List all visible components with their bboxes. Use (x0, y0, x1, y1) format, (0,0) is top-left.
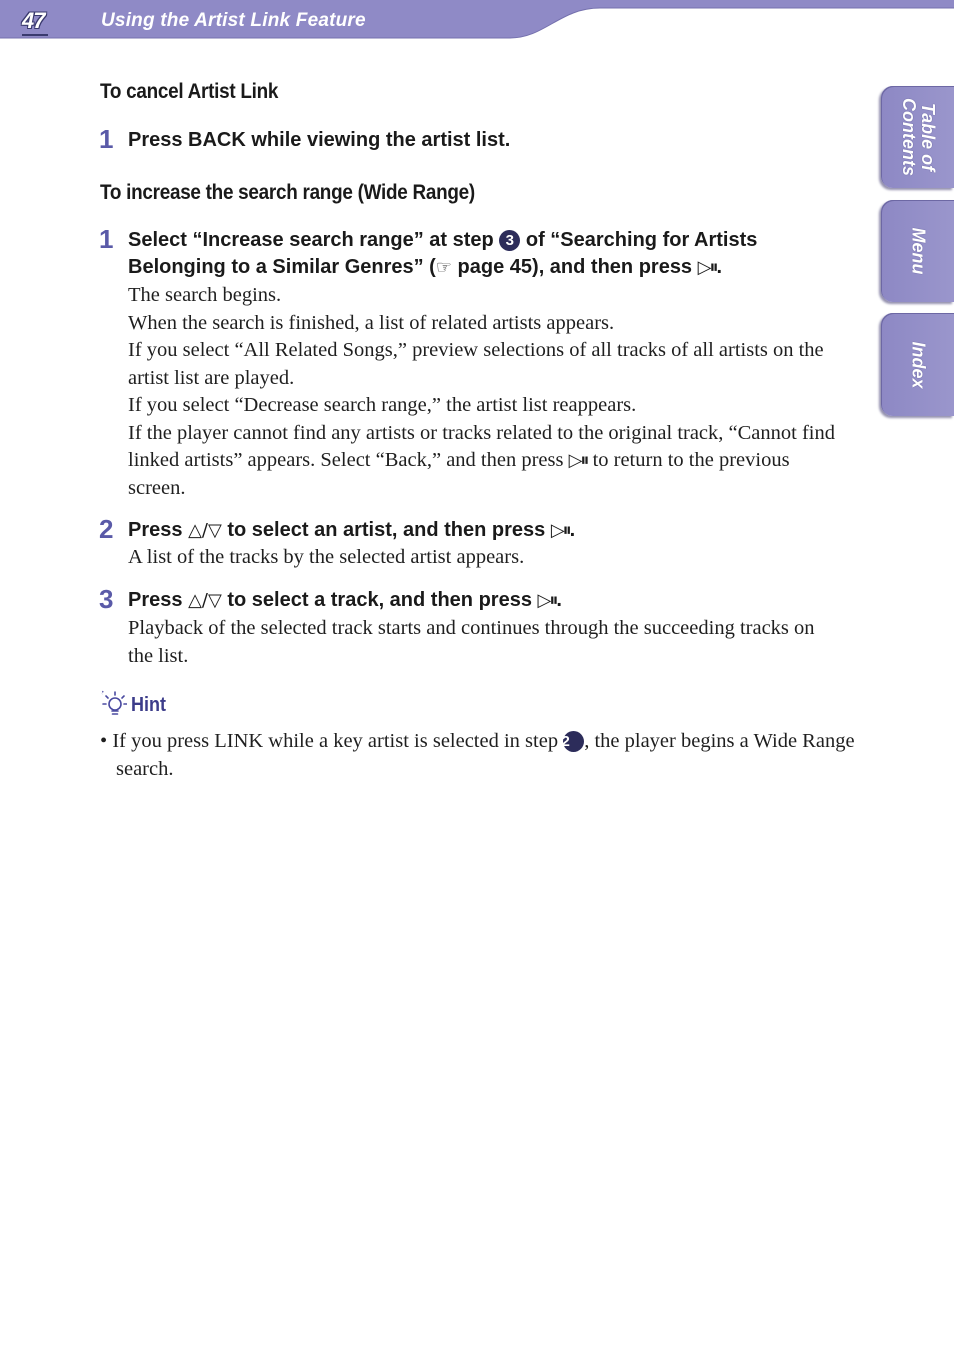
circled-step-ref: 3 (499, 230, 520, 251)
body-line: If you select “All Related Songs,” preview selections of all tracks of all artists on the artist list are played. (128, 339, 824, 389)
step-title: Press △/▽ to select an artist, and then press ▷⏸. (128, 519, 576, 541)
step-title: Press △/▽ to select a track, and then press ▷⏸. (128, 589, 562, 611)
tab-index-label: Index (908, 340, 928, 389)
step-title: Press BACK while viewing the artist list. (128, 129, 511, 151)
play-pause-icon: ▷⏸ (697, 257, 717, 278)
hand-pointer-icon: ☞ (435, 257, 452, 278)
step-number: 3 (99, 584, 114, 614)
step-number: 2 (99, 514, 114, 544)
section-heading-wide-range: To increase the search range (Wide Range) (100, 181, 475, 204)
play-pause-icon: ▷⏸ (537, 590, 557, 611)
section-heading-cancel: To cancel Artist Link (100, 80, 279, 103)
tab-table-of-contents-label: Table of Contents (898, 98, 938, 176)
page-number-underline (22, 34, 48, 36)
circled-step-ref: 2 (563, 731, 584, 752)
step-number: 1 (99, 224, 114, 254)
hint-label: Hint (131, 694, 167, 716)
page-header (0, 0, 954, 40)
step-number: 1 (99, 124, 114, 154)
tab-menu-label: Menu (908, 227, 928, 275)
lightbulb-icon (101, 690, 127, 720)
up-down-icon: △/▽ (188, 590, 222, 611)
bullet: • (100, 730, 108, 752)
play-pause-icon: ▷⏸ (568, 450, 588, 471)
page-link[interactable]: page 45), and then press (457, 256, 693, 278)
play-pause-icon: ▷⏸ (550, 520, 570, 541)
step-body (128, 282, 838, 502)
tab-menu[interactable] (881, 200, 954, 302)
hint-text: • If you press LINK while a key artist is selected in step 2 , the player begins a Wide Range search. (100, 730, 855, 780)
tab-table-of-contents[interactable] (881, 86, 954, 188)
header-title: Using the Artist Link Feature (101, 10, 366, 31)
body-line: The search begins. (128, 284, 282, 306)
step-body: Playback of the selected track starts and continues through the succeeding tracks on the list. (128, 617, 815, 667)
page-number: 47 (22, 8, 45, 33)
up-down-icon: △/▽ (188, 520, 222, 541)
step-body: A list of the tracks by the selected artist appears. (128, 546, 525, 568)
body-line: If the player cannot find any artists or tracks related to the original track, “Cannot find linked artists” appears. Select “Back,” and then press ▷⏸ to return to the previous screen. (128, 421, 835, 499)
step-title: Select “Increase search range” at step 3 of “Searching for Artists Belonging to a Similar Genres” (☞ page 45), and then press ▷⏸. (128, 229, 758, 278)
tab-index[interactable] (881, 313, 954, 416)
body-line: If you select “Decrease search range,” the artist list reappears. (128, 394, 637, 416)
body-line: When the search is finished, a list of related artists appears. (128, 311, 615, 334)
